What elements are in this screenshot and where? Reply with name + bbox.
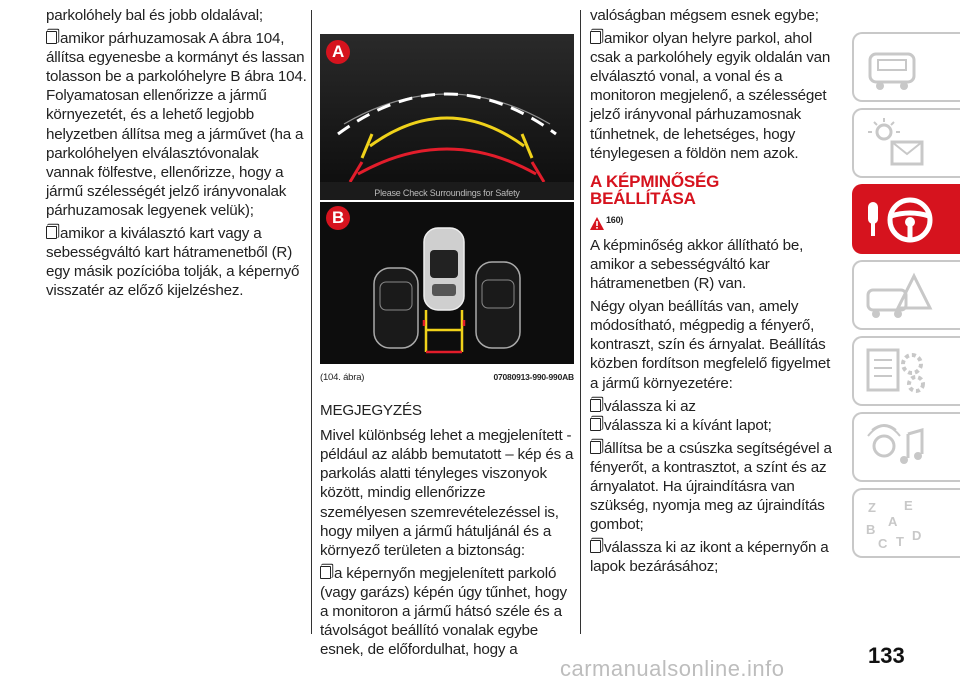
watermark: carmanualsonline.info: [560, 656, 785, 681]
checkbox-bullet-icon: [320, 566, 331, 579]
checkbox-bullet-icon: [590, 540, 601, 553]
list-item: [46, 29, 308, 220]
multimedia-icon: [864, 420, 934, 476]
checkbox-bullet-icon: [590, 418, 601, 431]
warning-ref-number: 160): [606, 214, 624, 225]
section-heading: [590, 173, 840, 207]
svg-text:Z: Z: [868, 500, 876, 515]
badge-b: B: [326, 206, 350, 230]
list-item-text: amikor a kiválasztó kart vagy a sebességváltó kart hátramenetből (R) egy másik pozícióba tolják, a képernyő visszatér az előző kijelzéshez.: [46, 225, 300, 300]
list-item-text: válassza ki az ikont a képernyőn a lapok bezárásához;: [590, 539, 829, 576]
maintenance-icon: [864, 344, 934, 400]
tab-multimedia[interactable]: [852, 412, 960, 482]
tab-index[interactable]: [852, 488, 960, 558]
page-number: 133: [868, 643, 905, 668]
badge-a: A: [326, 40, 350, 64]
list-item: [590, 439, 840, 534]
index-icon: [864, 496, 934, 552]
figure-code: 07080913-990-990AB: [493, 372, 574, 382]
list-item: [320, 564, 574, 659]
note-title: MEGJEGYZÉS: [320, 402, 422, 420]
top-down-parking-image: [320, 202, 574, 364]
steering-wheel-icon: [864, 192, 944, 248]
paragraph: A képminőség akkor állítható be, amikor a sebességváltó kar hátramenetben (R) van.: [590, 236, 804, 293]
checkbox-bullet-icon: [590, 399, 601, 412]
list-item: [46, 224, 308, 300]
list-item-text: amikor olyan helyre parkol, ahol csak a parkolóhely egyik oldalán van elválasztó vonal, a vonal és a monitoron megjelenő, a szélességet jelző irányvonal párhuzamosnak tűnhetnek, de lehetséges, hogy ténylegesen a földön nem azok.: [590, 30, 831, 162]
svg-text:T: T: [896, 534, 904, 549]
svg-text:B: B: [866, 522, 876, 537]
warning-reference: [590, 211, 840, 230]
svg-text:E: E: [904, 498, 913, 513]
heading-line: A KÉPMINŐSÉG: [590, 171, 720, 191]
list-item-text: válassza ki a kívánt lapot;: [604, 416, 772, 434]
checkbox-bullet-icon: [590, 31, 601, 44]
list-item-text: állítsa be a csúszka segítségével a fényerőt, a kontrasztot, a színt és az árnyalatot. Ha újraindításra van szükség, nyomja meg az újraindítás gombot;: [590, 439, 832, 534]
list-item: [590, 538, 840, 576]
paragraph: Négy olyan beállítás van, amely módosítható, mégpedig a fényerő, kontraszt, szín és árnyalat. Beállítás közben fordítson megfelelő figyelmet a jármű környezetére:: [590, 298, 831, 392]
paragraph: Mivel különbség lehet a megjelenített - például az alább bemutatott – kép és a parkolás alatti tényleges viszonyok között, mindig ellenőrizze személyesen szemrevételezéssel is, hogy milyen a jármű hátuljánál és a környező területen a biztonság:: [320, 427, 574, 559]
figure-104: [320, 34, 574, 364]
list-item: [590, 397, 840, 416]
checkbox-bullet-icon: [46, 226, 57, 239]
checkbox-bullet-icon: [46, 31, 57, 44]
list-item: [590, 416, 840, 435]
warning-lights-icon: [864, 116, 934, 172]
list-item: [590, 29, 840, 163]
tab-maintenance[interactable]: [852, 336, 960, 406]
svg-text:D: D: [912, 528, 922, 543]
tab-emergency[interactable]: [852, 260, 960, 330]
paragraph: valóságban mégsem esnek egybe;: [590, 7, 819, 24]
rear-camera-view-a: [320, 34, 574, 200]
list-item-text: a képernyőn megjelenített parkoló (vagy garázs) képén úgy tűnhet, hogy a monitoron a jármű hátsó széle és a távolságot beállító vonalak egybe esnek, de előfordulhat, hogy a: [320, 564, 567, 659]
svg-text:C: C: [878, 536, 888, 551]
column-divider: [580, 10, 581, 634]
checkbox-bullet-icon: [590, 441, 601, 454]
rear-camera-view-b: [320, 202, 574, 364]
column-1: [46, 6, 308, 304]
tab-starting-driving[interactable]: [852, 184, 960, 254]
column-divider: [311, 10, 312, 634]
tab-car-dashboard[interactable]: [852, 32, 960, 102]
parking-guidelines-image: [320, 34, 574, 200]
column-2: [320, 34, 574, 663]
heading-line: BEÁLLÍTÁSA: [590, 188, 696, 208]
figure-caption: [320, 368, 574, 387]
paragraph: parkolóhely bal és jobb oldalával;: [46, 7, 263, 24]
safety-banner: Please Check Surroundings for Safety: [374, 188, 520, 198]
car-dashboard-icon: [864, 40, 934, 96]
caption-label: (104. ábra): [320, 372, 365, 383]
accident-icon: [864, 268, 934, 324]
svg-text:A: A: [888, 514, 898, 529]
list-item-text: válassza ki az: [604, 397, 696, 415]
warning-triangle-icon: [590, 217, 604, 230]
tab-warning-lights[interactable]: [852, 108, 960, 178]
list-item-text: amikor párhuzamosak A ábra 104, állítsa egyenesbe a kormányt és lassan tolasson be a parkolóhelyre B ábra 104. Folyamatosan ellenőrizze a jármű környezetét, és a lehető legjobb helyzetben állítsa meg a járművet (ha a parkolóhelyen elválasztóvonalak vannak fölfestve, ellenőrizze, hogy a jármű szélességét jelző irányvonalak párhuzamosak legyenek velük);: [46, 30, 307, 219]
column-3: [590, 6, 840, 580]
